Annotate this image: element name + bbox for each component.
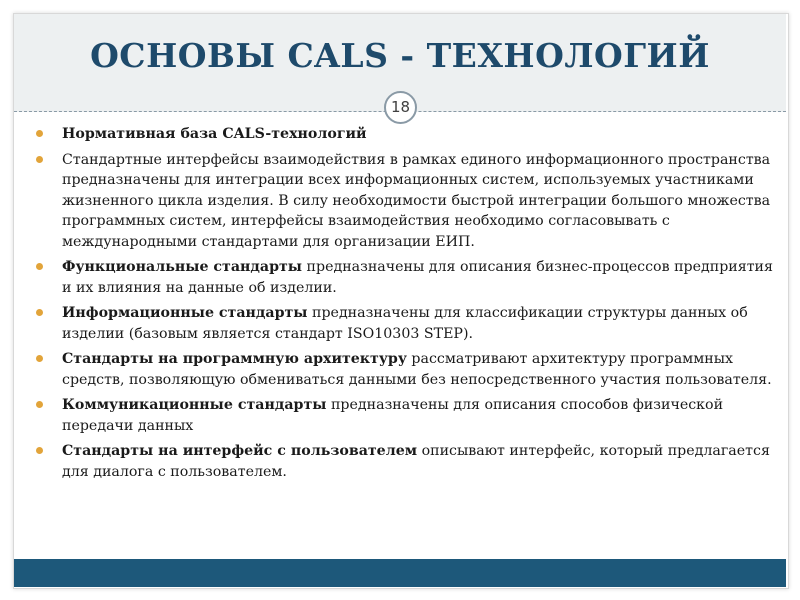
bullet-item xyxy=(36,257,776,298)
bullet-text: предназначены для описания бизнес-процессов предприятия и их влияния на данные об изделии. xyxy=(62,259,773,296)
bullet-text: рассматривают архитектуру программных средств, позволяющую обмениваться данными без непосредственного участия пользователя. xyxy=(62,351,772,388)
bullet-list-container xyxy=(36,124,776,487)
bullet-dot-icon xyxy=(36,355,43,362)
bullet-dot-icon xyxy=(36,401,43,408)
bullet-dot-icon xyxy=(36,309,43,316)
bullet-list xyxy=(36,124,776,482)
bullet-bold-text: Информационные стандарты xyxy=(62,305,308,321)
bullet-item xyxy=(36,349,776,390)
bullet-text: Стандартные интерфейсы взаимодействия в рамках единого информационного пространства предназначены для интеграции всех информационных систем, используемых участниками жизненного цикла изделия. В силу необходимости быстрой интеграции большого множества программных систем, интерфейсы взаимодействия необходимо согласовывать с международными стандартами для организации ЕИП. xyxy=(62,151,771,250)
bullet-bold-text: Коммуникационные стандарты xyxy=(62,397,327,413)
bullet-bold-text: Стандарты на программную архитектуру xyxy=(62,351,407,367)
bullet-dot-icon xyxy=(36,130,43,137)
bullet-dot-icon xyxy=(36,263,43,270)
bullet-bold-text: Стандарты на интерфейс с пользователем xyxy=(62,443,418,459)
bullet-item xyxy=(36,150,776,253)
bullet-text: предназначены для описания способов физической передачи данных xyxy=(62,397,724,434)
bullet-text: описывают интерфейс, который предлагается для диалога с пользователем. xyxy=(62,443,770,480)
slide-title: ОСНОВЫ CALS - ТЕХНОЛОГИЙ xyxy=(90,36,710,75)
bullet-bold-text: Функциональные стандарты xyxy=(62,259,303,275)
bullet-item xyxy=(36,441,776,482)
bullet-dot-icon xyxy=(36,156,43,163)
page-number-badge: 18 xyxy=(384,91,417,124)
bullet-bold-text: Нормативная база CALS-технологий xyxy=(62,126,367,142)
bullet-item xyxy=(36,395,776,436)
footer-bar xyxy=(14,559,786,587)
bullet-item xyxy=(36,303,776,344)
bullet-text: предназначены для классификации структуры данных об изделии (базовым является стандарт ISO10303 STEP). xyxy=(62,305,748,342)
bullet-item xyxy=(36,124,776,145)
bullet-dot-icon xyxy=(36,447,43,454)
